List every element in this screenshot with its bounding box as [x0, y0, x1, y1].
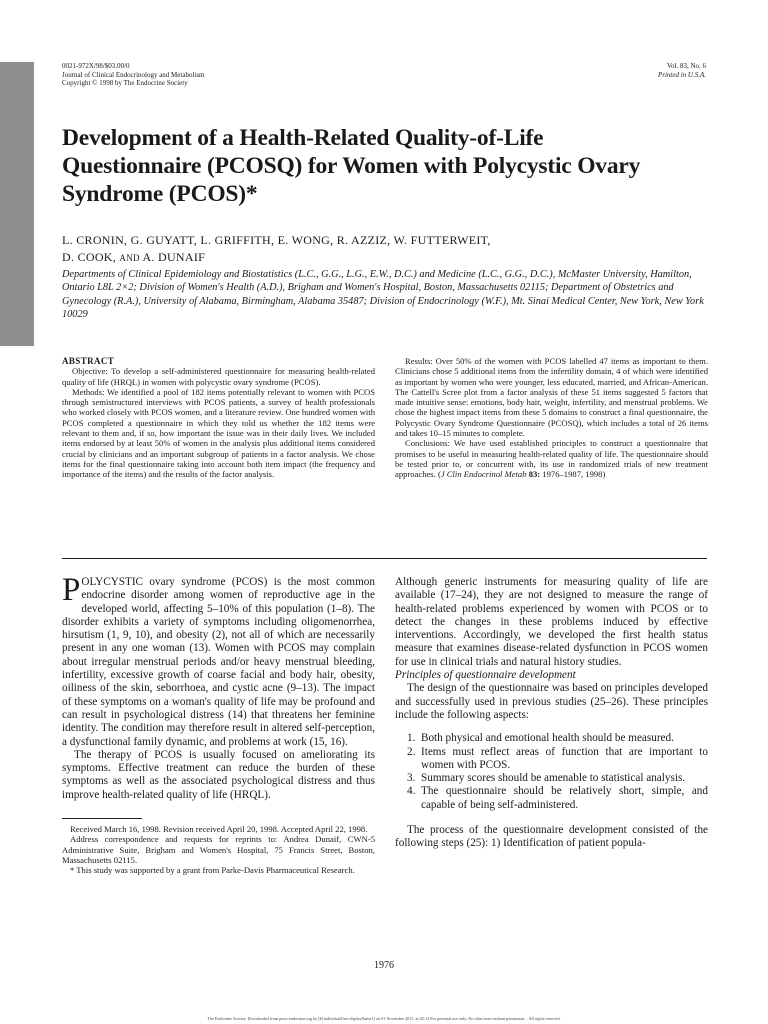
therapy-paragraph: The therapy of PCOS is usually focused on ameliorating its symptoms. Effective treatment can reduce the burden of these symptoms as well as the associated psychological distress and thus improve health-related quality of life (HRQL).: [62, 748, 375, 801]
citation-volume: 83:: [528, 469, 541, 480]
list-text: Summary scores should be amenable to statistical analysis.: [421, 772, 686, 785]
volume-issue: Vol. 83, No. 6: [666, 62, 706, 70]
list-item: [407, 785, 708, 812]
article-title: Development of a Health-Related Quality-of-Life Questionnaire (PCOSQ) for Women with Polycystic Ovary Syndrome (PCOS)*: [62, 125, 641, 207]
body-right-column: [395, 576, 708, 851]
citation-journal: J Clin Endocrinol Metab: [440, 469, 527, 480]
volume-header: [658, 62, 706, 79]
page-number: 1976: [374, 960, 394, 971]
footnotes: [62, 824, 375, 875]
abstract-conclusions: [395, 438, 708, 479]
abstract-label: ABSTRACT: [62, 356, 115, 366]
process-paragraph: The process of the questionnaire development consisted of the following steps (25): 1) Identification of patient popula-: [395, 824, 708, 850]
footnote-support: * This study was supported by a grant from Parke-Davis Pharmaceutical Research.: [70, 865, 355, 876]
footnote-received: Received March 16, 1998. Revision received April 20, 1998. Accepted April 22, 1998.: [70, 824, 368, 835]
side-tab-marker: [0, 62, 34, 346]
footnote-correspondence: Address correspondence and requests for reprints to: Andrea Dunaif, CWN-5 Administrative Suite, Brigham and Women's Hospital, 75 Francis Street, Boston, Massachusetts 02115.: [62, 834, 375, 865]
principles-list: [395, 732, 708, 812]
list-number: 1.: [407, 732, 416, 745]
section-heading: Principles of questionnaire development: [395, 669, 576, 682]
intro-text: OLYCYSTIC ovary syndrome (PCOS) is the most common endocrine disorder among women of reproductive age in the developed world, affecting 5–10% of this population (1–8). The disorder exhibits a variety of symptoms including oligomenorrhea, hirsutism (1, 9, 10), and obesity (2), not all of which are necessarily present in any one woman (13). Women with PCOS may complain about irregular menstrual periods and/or heavy menstrual bleeding, infertility, excessive growth of coarse facial and body hair, obesity, oiliness of the skin, seborrhoea, and cystic acne (9–13). The impact of these symptoms on a woman's quality of life may be profound and can result in psychological distress (14) that threatens her feminine identity. The condition may therefore result in altered self-perception, a dysfunctional family dynamic, and problems at work (15, 16).: [62, 576, 375, 748]
list-text: Items must reflect areas of function that are important to women with PCOS.: [421, 745, 708, 771]
authors-line-1: L. CRONIN, G. GUYATT, L. GRIFFITH, E. WONG, R. AZZIZ, W. FUTTERWEIT,: [62, 233, 491, 247]
authors-line-2a: D. COOK,: [62, 250, 117, 264]
abstract-divider: [62, 558, 707, 559]
list-item: [407, 732, 708, 745]
copyright-line: Copyright © 1998 by The Endocrine Society: [62, 79, 188, 87]
affiliations: Departments of Clinical Epidemiology and Biostatistics (L.C., G.G., L.G., E.W., D.C.) and Medicine (L.C., G.G., D.C.), McMaster University, Hamilton, Ontario L8L 2×2; Division of Women's Health (A.D.), Brigham and Women's Hospital, Boston, Massachusetts 02115; Department of Obstetrics and Gynecology (R.A.), University of Alabama, Birmingham, Alabama 35487; Division of Endocrinology (W.F.), Mt. Sinai Medical Center, New York, New York 10029: [62, 269, 704, 321]
list-text: Both physical and emotional health should be measured.: [421, 732, 674, 745]
list-number: 4.: [407, 785, 416, 798]
body-left-column: [62, 572, 375, 876]
abstract-objective: Objective: To develop a self-administered questionnaire for measuring health-related quality of life (HRQL) in women with polycystic ovary syndrome (PCOS).: [62, 366, 375, 387]
citation-open: (: [437, 469, 441, 480]
issn-line: 0021-972X/98/$03.00/0: [62, 62, 130, 70]
generic-instruments-paragraph: Although generic instruments for measuring quality of life are available (17–24), they are not designed to measure the range of health-related problems experienced by women with PCOS or to detect the changes in these problems induced by effective interventions. Accordingly, we developed the first health status measure that examines disease-related dysfunction in PCOS women for use in clinical trials and natural history studies.: [395, 576, 708, 668]
abstract-methods: Methods: We identified a pool of 182 items potentially relevant to women with PCOS through semistructured interviews with PCOS patients, a survey of health professionals who worked closely with PCOS women, and a literature review. One hundred women with PCOS completed a questionnaire in which they told us whether the 182 items were relevant to them and, if so, how important the issue was in their daily lives. We included items endorsed by at least 50% of women in the analysis plus additional items considered crucial by clinicians and an important subgroup of patients in a factor analysis. We chose items for the final questionnaire taking into account both item impact (the frequency and importance of the items) and the results of the factor analysis.: [62, 386, 375, 480]
intro-paragraph: [62, 572, 375, 749]
citation-pages: 1976–1987, 1998): [542, 469, 606, 480]
journal-header: [62, 62, 205, 88]
author-list: [62, 232, 702, 267]
abstract-right-column: [395, 356, 708, 480]
design-paragraph: The design of the questionnaire was based on principles developed and successfully used in previous studies (25–26). These principles include the following aspects:: [395, 682, 708, 721]
list-number: 2.: [407, 745, 416, 758]
download-notice: The Endocrine Society. Downloaded from press.endocrine.org by [${individualUser.displayName}] on 01 November 2015. at 02:14 For personal use only. No other uses without permission. . All rights reserved.: [207, 1016, 561, 1021]
drop-cap: P: [62, 572, 81, 608]
printed-in: Printed in U.S.A.: [657, 70, 706, 79]
list-item: [407, 746, 708, 773]
abstract-left-column: [62, 356, 375, 480]
list-item: [407, 772, 708, 785]
authors-and: AND: [119, 253, 140, 263]
authors-line-2b: A. DUNAIF: [142, 250, 206, 264]
conclusions-text: Conclusions: We have used established principles to construct a questionnaire that promises to be useful in measuring health-related quality of life. The questionnaire should be tested prior to, or concurrent with, its use in randomized trials of new treatment approaches.: [395, 438, 708, 480]
abstract-results: Results: Over 50% of the women with PCOS labelled 47 items as important to them. Clinicians chose 5 additional items from the infertility domain, 4 of which were identified as important by women who were younger, less educated, married, and African-American. The Cattell's Scree plot from a factor analysis of these 51 items suggested 5 factors that made intuitive sense: emotions, body hair, weight, infertility, and menstrual problems. We chose the highest impact items from these 5 domains to construct a final questionnaire, the Polycystic Ovary Syndrome Questionnaire (PCOSQ), which includes a total of 26 items and takes 10–15 minutes to complete.: [395, 356, 708, 439]
journal-name: Journal of Clinical Endocrinology and Metabolism: [62, 70, 205, 79]
list-number: 3.: [407, 772, 416, 785]
footnote-divider: [62, 818, 142, 819]
list-text: The questionnaire should be relatively short, simple, and capable of being self-administered.: [421, 785, 708, 811]
